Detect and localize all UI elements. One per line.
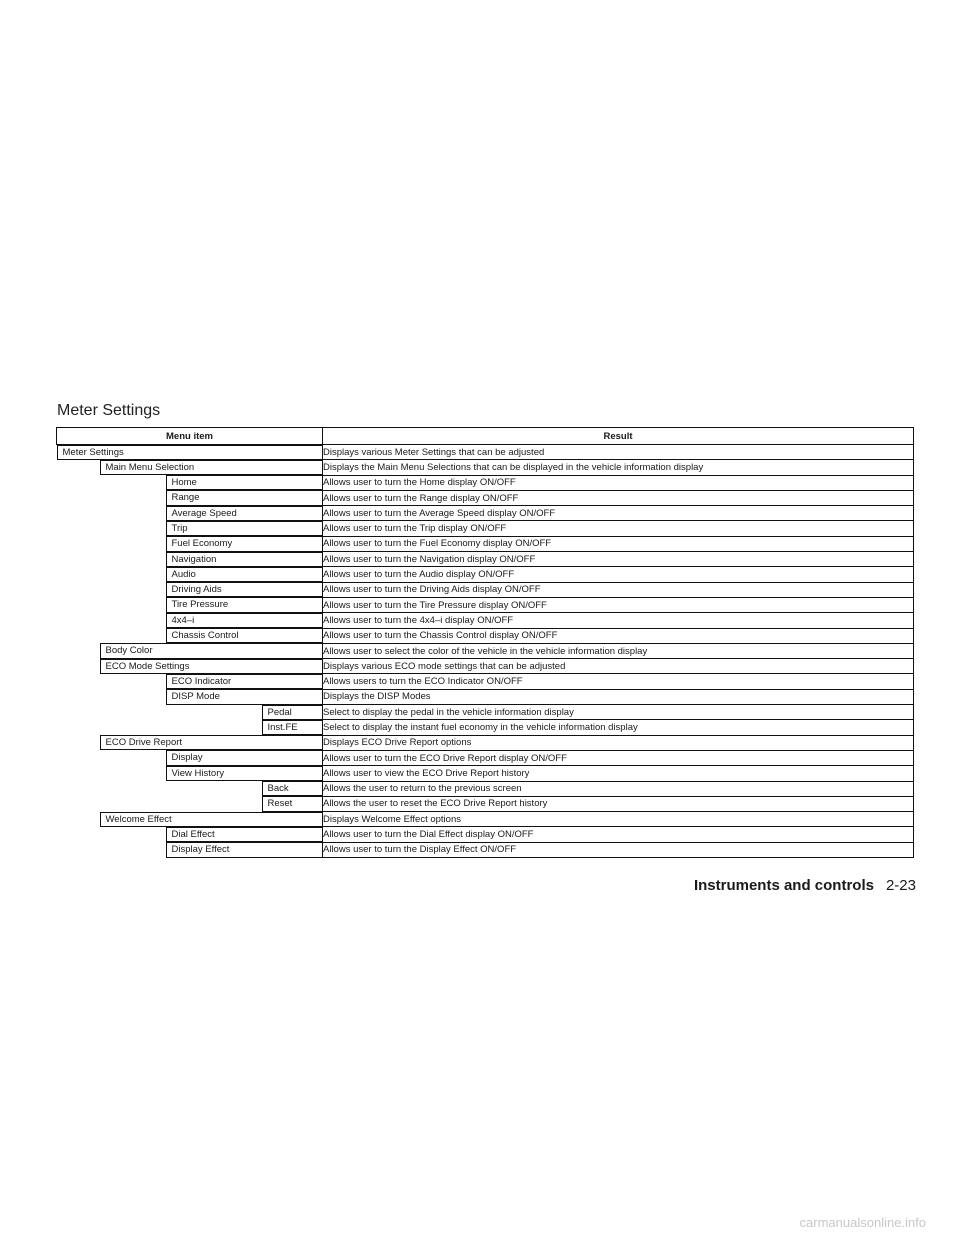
page-footer [694, 877, 916, 894]
menu-item-label: Welcome Effect [101, 812, 323, 827]
menu-item-cell [57, 750, 323, 765]
result-cell: Displays Welcome Effect options [323, 812, 914, 827]
result-cell: Select to display the instant fuel economy in the vehicle information display [323, 720, 914, 735]
menu-item-label: Driving Aids [167, 582, 323, 597]
menu-item-label: Main Menu Selection [101, 460, 323, 475]
table-row [57, 796, 914, 811]
menu-item-label: Body Color [101, 643, 323, 658]
menu-item-label: ECO Indicator [167, 674, 323, 689]
table-row [57, 445, 914, 460]
result-cell: Allows user to turn the Display Effect ON/OFF [323, 842, 914, 857]
menu-item-label: 4x4–i [167, 613, 323, 628]
table-row [57, 490, 914, 505]
header-menu-item: Menu item [57, 428, 323, 445]
menu-item-cell [57, 582, 323, 597]
table-row [57, 506, 914, 521]
table-row [57, 552, 914, 567]
menu-item-cell [57, 613, 323, 628]
table-row [57, 766, 914, 781]
menu-item-cell [57, 827, 323, 842]
result-cell: Allows user to turn the Tire Pressure display ON/OFF [323, 597, 914, 612]
table-row [57, 567, 914, 582]
menu-item-cell [57, 720, 323, 735]
header-result: Result [323, 428, 914, 445]
menu-item-label: Trip [167, 521, 323, 536]
menu-item-cell [57, 490, 323, 505]
menu-item-label: ECO Mode Settings [101, 659, 323, 674]
menu-item-cell [57, 781, 323, 796]
table-row [57, 613, 914, 628]
table-body [57, 445, 914, 858]
menu-item-label: Chassis Control [167, 628, 323, 643]
menu-item-label: View History [167, 766, 323, 781]
settings-table [56, 427, 914, 858]
table-row [57, 536, 914, 551]
result-cell: Displays the Main Menu Selections that can be displayed in the vehicle information display [323, 460, 914, 475]
result-cell: Select to display the pedal in the vehicle information display [323, 705, 914, 720]
menu-item-cell [57, 445, 323, 460]
menu-item-label: Range [167, 490, 323, 505]
menu-item-label: DISP Mode [167, 689, 323, 704]
menu-item-cell [57, 536, 323, 551]
menu-item-cell [57, 735, 323, 750]
menu-item-cell [57, 567, 323, 582]
result-cell: Allows user to turn the Navigation display ON/OFF [323, 552, 914, 567]
menu-item-label: Average Speed [167, 506, 323, 521]
result-cell: Allows user to turn the Audio display ON/OFF [323, 567, 914, 582]
table-row [57, 582, 914, 597]
menu-item-cell [57, 766, 323, 781]
menu-item-cell [57, 796, 323, 811]
table-header-row [57, 428, 914, 445]
menu-item-cell [57, 475, 323, 490]
table-row [57, 475, 914, 490]
table-row [57, 750, 914, 765]
result-cell: Allows the user to reset the ECO Drive Report history [323, 796, 914, 811]
menu-item-cell [57, 506, 323, 521]
result-cell: Allows user to turn the Trip display ON/OFF [323, 521, 914, 536]
menu-item-cell [57, 659, 323, 674]
menu-item-label: Fuel Economy [167, 536, 323, 551]
table-row [57, 674, 914, 689]
menu-item-label: Meter Settings [57, 445, 323, 460]
result-cell: Allows user to turn the Home display ON/OFF [323, 475, 914, 490]
table-row [57, 597, 914, 612]
table-row [57, 842, 914, 857]
menu-item-label: Navigation [167, 552, 323, 567]
result-cell: Allows users to turn the ECO Indicator ON/OFF [323, 674, 914, 689]
menu-item-label: Pedal [263, 705, 323, 720]
table-row [57, 521, 914, 536]
result-cell: Displays various ECO mode settings that can be adjusted [323, 659, 914, 674]
chapter-title: Instruments and controls [693, 877, 874, 894]
result-cell: Allows user to turn the Driving Aids display ON/OFF [323, 582, 914, 597]
menu-item-cell [57, 628, 323, 643]
section-title: Meter Settings [57, 402, 161, 419]
result-cell: Allows user to select the color of the vehicle in the vehicle information display [323, 643, 914, 658]
menu-item-label: Reset [263, 796, 323, 811]
result-cell: Allows user to turn the Fuel Economy display ON/OFF [323, 536, 914, 551]
table-row [57, 689, 914, 704]
menu-item-label: Back [263, 781, 323, 796]
result-cell: Displays various Meter Settings that can be adjusted [323, 445, 914, 460]
result-cell: Allows the user to return to the previous screen [323, 781, 914, 796]
table-row [57, 643, 914, 658]
table-row [57, 705, 914, 720]
menu-item-label: Display [167, 750, 323, 765]
menu-item-label: Audio [167, 567, 323, 582]
menu-item-cell [57, 674, 323, 689]
table-row [57, 628, 914, 643]
page-number: 2-23 [885, 877, 916, 894]
table-row [57, 827, 914, 842]
menu-item-cell [57, 460, 323, 475]
table-row [57, 735, 914, 750]
menu-item-label: Inst.FE [263, 720, 323, 735]
result-cell: Allows user to turn the 4x4–i display ON/OFF [323, 613, 914, 628]
result-cell: Allows user to turn the Chassis Control display ON/OFF [323, 628, 914, 643]
watermark: carmanualsonline.info [799, 1215, 926, 1230]
menu-item-cell [57, 597, 323, 612]
menu-item-label: Display Effect [167, 842, 323, 857]
table-row [57, 659, 914, 674]
result-cell: Allows user to turn the Average Speed display ON/OFF [323, 506, 914, 521]
table-row [57, 720, 914, 735]
menu-item-label: Dial Effect [167, 827, 323, 842]
menu-item-cell [57, 643, 323, 658]
menu-item-cell [57, 842, 323, 857]
result-cell: Displays the DISP Modes [323, 689, 914, 704]
result-cell: Allows user to turn the ECO Drive Report display ON/OFF [323, 750, 914, 765]
result-cell: Allows user to view the ECO Drive Report history [323, 766, 914, 781]
menu-item-label: Tire Pressure [167, 597, 323, 612]
table-row [57, 812, 914, 827]
menu-item-cell [57, 552, 323, 567]
menu-item-label: ECO Drive Report [101, 735, 323, 750]
table-row [57, 781, 914, 796]
menu-item-label: Home [167, 475, 323, 490]
menu-item-cell [57, 705, 323, 720]
menu-item-cell [57, 812, 323, 827]
table-row [57, 460, 914, 475]
result-cell: Allows user to turn the Dial Effect display ON/OFF [323, 827, 914, 842]
menu-item-cell [57, 689, 323, 704]
menu-item-cell [57, 521, 323, 536]
result-cell: Displays ECO Drive Report options [323, 735, 914, 750]
result-cell: Allows user to turn the Range display ON/OFF [323, 490, 914, 505]
